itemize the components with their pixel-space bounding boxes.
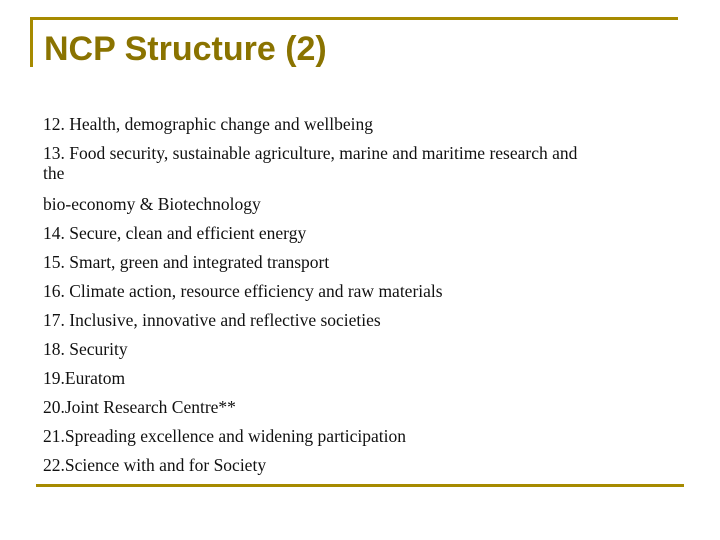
list-item: 17. Inclusive, innovative and reflective societies xyxy=(43,310,381,330)
list-item-continuation: bio-economy & Biotechnology xyxy=(43,194,261,214)
list-item: 14. Secure, clean and efficient energy xyxy=(43,223,307,243)
slide-title: NCP Structure (2) xyxy=(44,30,327,68)
slide-body xyxy=(43,110,683,480)
list-item: 19.Euratom xyxy=(43,368,126,388)
list-item: 21.Spreading excellence and widening participation xyxy=(43,426,406,446)
title-accent-left-rule xyxy=(30,17,33,67)
list-item: 20.Joint Research Centre** xyxy=(43,397,236,417)
list-item-continuation: the xyxy=(43,163,65,183)
list-item: 22.Science with and for Society xyxy=(43,455,267,475)
bottom-accent-rule xyxy=(36,484,684,487)
list-item: 18. Security xyxy=(43,339,128,359)
title-accent-top-rule xyxy=(30,17,678,20)
list-item: 13. Food security, sustainable agriculture, marine and maritime research and xyxy=(43,143,578,163)
list-item: 15. Smart, green and integrated transport xyxy=(43,252,330,272)
list-item: 12. Health, demographic change and wellbeing xyxy=(43,114,373,134)
list-item: 16. Climate action, resource efficiency and raw materials xyxy=(43,281,443,301)
